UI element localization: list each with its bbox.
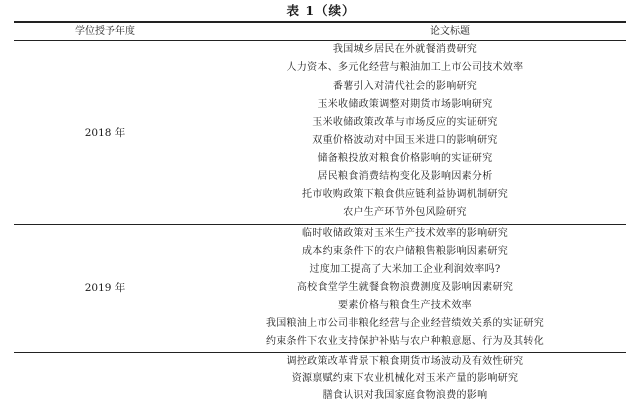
table-row: 膳食认识对我国家庭食物浪费的影响 bbox=[322, 390, 488, 401]
table-row: 我国城乡居民在外就餐消费研究 bbox=[332, 44, 478, 55]
table-row: 玉米收储政策调整对期货市场影响研究 bbox=[317, 99, 493, 110]
table-row: 资源禀赋约束下农业机械化对玉米产量的影响研究 bbox=[291, 373, 519, 384]
table-row: 居民粮食消费结构变化及影响因素分析 bbox=[317, 171, 493, 182]
table-row: 要素价格与粮食生产技术效率 bbox=[338, 300, 472, 311]
table-row: 双重价格波动对中国玉米进口的影响研究 bbox=[312, 135, 498, 146]
top-rule bbox=[14, 21, 626, 23]
group-separator-rule bbox=[14, 224, 626, 225]
table-row: 成本约束条件下的农户储粮售粮影响因素研究 bbox=[302, 246, 508, 257]
table-row: 储备粮投放对粮食价格影响的实证研究 bbox=[317, 153, 493, 164]
table-row: 玉米收储政策改革与市场反应的实证研究 bbox=[312, 117, 498, 128]
table-row: 过度加工提高了大米加工企业利润效率吗? bbox=[309, 264, 501, 275]
group-year-2019: 2019 年 bbox=[84, 282, 126, 294]
column-header-year: 学位授予年度 bbox=[75, 26, 135, 37]
table-row: 番薯引入对清代社会的影响研究 bbox=[332, 81, 478, 92]
table-row: 调控政策改革背景下粮食期货市场波动及有效性研究 bbox=[286, 356, 524, 367]
table-row: 托市收购政策下粮食供应链利益协调机制研究 bbox=[302, 189, 508, 200]
table-row: 约束条件下农业支持保护补贴与农户种粮意愿、行为及其转化 bbox=[265, 336, 545, 347]
column-header-title: 论文标题 bbox=[430, 26, 470, 37]
table-caption: 表 1（续） bbox=[286, 3, 356, 18]
header-rule bbox=[14, 40, 626, 41]
table-row: 我国粮油上市公司非粮化经营与企业经营绩效关系的实证研究 bbox=[265, 318, 545, 329]
table-row: 高校食堂学生就餐食物浪费测度及影响因素研究 bbox=[296, 282, 514, 293]
table-row: 农户生产环节外包风险研究 bbox=[343, 207, 467, 218]
group-year-2018: 2018 年 bbox=[84, 127, 126, 139]
table-row: 临时收储政策对玉米生产技术效率的影响研究 bbox=[302, 228, 508, 239]
group-separator-rule bbox=[14, 352, 626, 353]
table-row: 人力资本、多元化经营与粮油加工上市公司技术效率 bbox=[286, 62, 524, 73]
